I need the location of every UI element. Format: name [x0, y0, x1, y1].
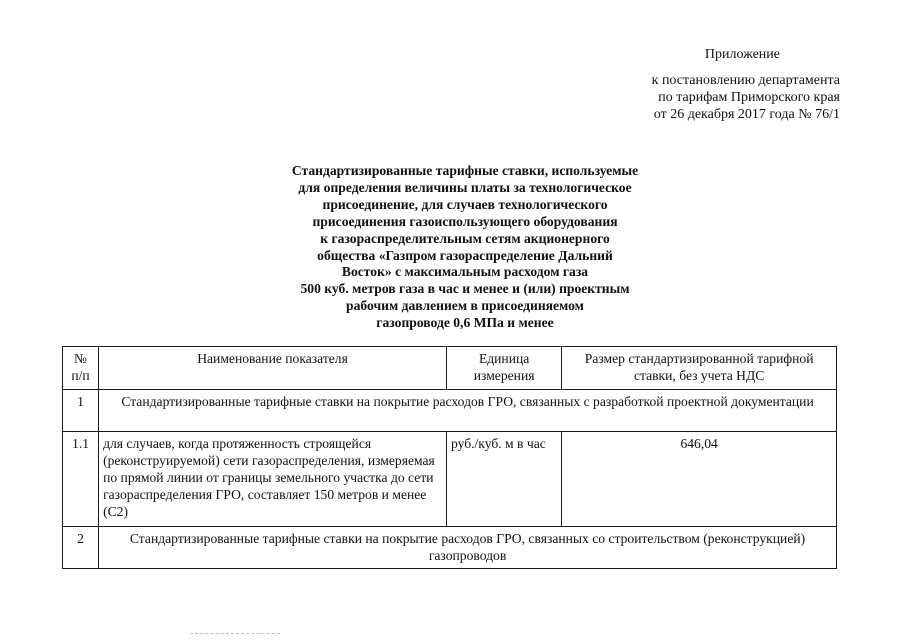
appendix-line-3: от 26 декабря 2017 года № 76/1 — [653, 107, 840, 122]
title-line-7: Восток» с максимальным расходом газа — [341, 264, 589, 280]
table-row — [63, 432, 837, 527]
table-header-row — [63, 347, 837, 390]
appendix-line-1: к постановлению департамента — [651, 73, 840, 88]
appendix-block — [640, 46, 840, 123]
header-size: Размер стандартизированной тарифной ставки, без учета НДС — [562, 347, 837, 390]
tariff-table — [62, 346, 837, 569]
section-1-num: 1 — [63, 390, 99, 432]
header-num: № п/п — [63, 347, 99, 390]
appendix-title: Приложение — [704, 47, 780, 62]
header-unit: Единица измерения — [446, 347, 561, 390]
scan-artifact-line — [190, 633, 280, 636]
document-title — [255, 163, 675, 332]
row-1-1-num: 1.1 — [63, 432, 99, 527]
title-line-10: газопроводе 0,6 МПа и менее — [376, 315, 554, 331]
section-1-text: Стандартизированные тарифные ставки на покрытие расходов ГРО, связанных с разработкой проектной документации — [99, 390, 837, 432]
title-line-3: присоединение, для случаев технологического — [322, 196, 608, 212]
section-2-num: 2 — [63, 527, 99, 569]
title-line-9: рабочим давлением в присоединяемом — [346, 298, 584, 314]
row-1-1-name: для случаев, когда протяженность строящейся (реконструируемой) сети газораспределения, измеряемая по прямой линии от границы земельного участка до сети газораспределения ГРО, составляет 150 метров и менее (С2) — [99, 432, 447, 527]
title-line-1: Стандартизированные тарифные ставки, используемые — [291, 163, 639, 178]
row-1-1-value: 646,04 — [562, 432, 837, 527]
row-1-1-unit: руб./куб. м в час — [446, 432, 561, 527]
title-line-5: к газораспределительным сетям акционерного — [320, 230, 610, 246]
title-line-6: общества «Газпром газораспределение Дальний — [317, 247, 613, 263]
title-line-8: 500 куб. метров газа в час и менее и (или) проектным — [300, 281, 630, 297]
section-2-text: Стандартизированные тарифные ставки на покрытие расходов ГРО, связанных со строительством (реконструкцией) газопроводов — [99, 527, 837, 569]
table-row — [63, 390, 837, 432]
header-name: Наименование показателя — [99, 347, 447, 390]
table-row — [63, 527, 837, 569]
title-line-2: для определения величины платы за технологическое — [298, 179, 632, 195]
title-line-4: присоединения газоиспользующего оборудования — [312, 213, 618, 229]
appendix-line-2: по тарифам Приморского края — [658, 90, 840, 105]
